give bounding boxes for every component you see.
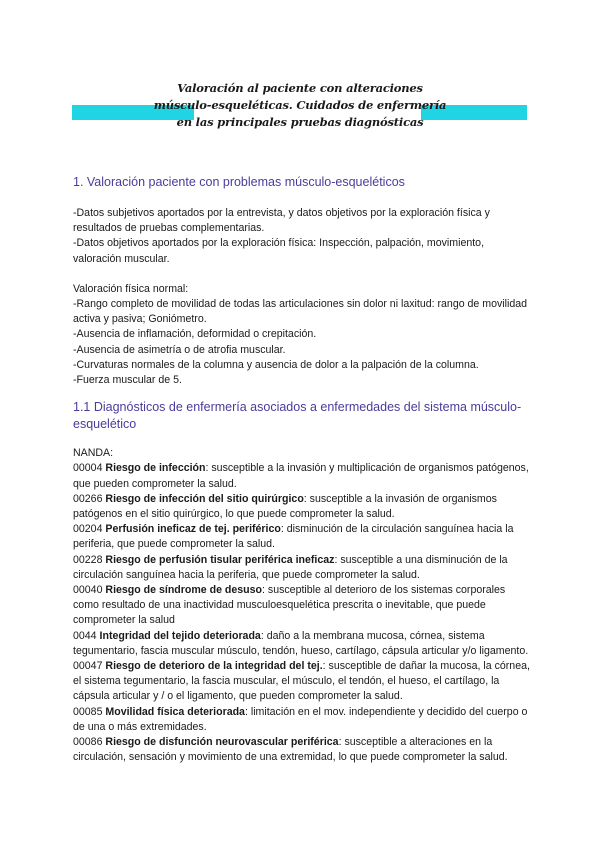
diagnosis-description: : susceptible a alteraciones en la circulación, sensación y movimiento de una extremidad, lo que puede comprometer la salud.	[73, 736, 508, 764]
diagnosis-name: Riesgo de perfusión tisular periférica ineficaz	[105, 553, 335, 566]
title-line: músculo-esqueléticas. Cuidados de enfermería	[153, 98, 447, 112]
diagnosis-code: 00040	[73, 584, 103, 597]
diagnosis-item	[73, 583, 533, 629]
diagnosis-code: 00004	[73, 462, 103, 475]
list-item: -Ausencia de asimetría o de atrofia muscular.	[73, 343, 286, 356]
diagnosis-name: Riesgo de disfunción neurovascular periférica	[105, 736, 339, 749]
diagnosis-name: Movilidad física deteriorada	[105, 705, 245, 718]
nanda-label: NANDA:	[73, 447, 114, 460]
title-line: Valoración al paciente con alteraciones	[177, 81, 423, 95]
paragraph: -Datos objetivos aportados por la exploración física: Inspección, palpación, movimiento, valoración muscular.	[73, 237, 485, 265]
list-item: -Curvaturas normales de la columna y ausencia de dolor a la palpación de la columna.	[73, 358, 479, 371]
title-line: en las principales pruebas diagnósticas	[176, 115, 424, 129]
diagnosis-description: : disminución de la circulación sanguínea hacia la periferia, que puede comprometer la salud.	[73, 523, 514, 551]
document-title	[150, 80, 450, 131]
document-header	[0, 78, 600, 138]
list-item: -Fuerza muscular de 5.	[73, 374, 182, 387]
diagnosis-code: 00266	[73, 492, 103, 505]
diagnosis-description: : daño a la membrana mucosa, córnea, sistema tegumentario, fascia muscular músculo, tendón, hueso, cartílago, cápsula articular y/o ligamento.	[73, 629, 529, 657]
diagnosis-name: Integridad del tejido deteriorada	[99, 629, 261, 642]
diagnosis-code: 00228	[73, 553, 103, 566]
list-item: -Rango completo de movilidad de todas las articulaciones sin dolor ni laxitud: rango de movilidad activa y pasiva; Goniómetro.	[73, 298, 528, 326]
diagnosis-description: : susceptible de dañar la mucosa, la córnea, el sistema tegumentario, la fascia muscular, el músculo, el tendón, el hueso, el cartílago, la cápsula articular y / o el ligamento, que pueden comprometer la salud.	[73, 660, 530, 703]
diagnosis-code: 00086	[73, 736, 103, 749]
paragraph-title: Valoración física normal:	[73, 282, 189, 295]
diagnosis-name: Riesgo de deterioro de la integridad del tej.	[105, 660, 323, 673]
diagnosis-list	[73, 461, 533, 765]
list-item: -Ausencia de inflamación, deformidad o crepitación.	[73, 328, 317, 341]
subsection-heading: 1.1 Diagnósticos de enfermería asociados a enfermedades del sistema músculo-esquelético	[73, 400, 522, 432]
diagnosis-description: : susceptible a una disminución de la circulación sanguínea hacia la periferia, que puede comprometer la salud.	[73, 553, 508, 581]
diagnosis-name: Riesgo de infección	[105, 462, 206, 475]
diagnosis-name: Perfusión ineficaz de tej. periférico	[105, 523, 281, 536]
section-heading: 1. Valoración paciente con problemas músculo-esqueléticos	[73, 175, 405, 189]
diagnosis-description: : susceptible a la invasión de organismos patógenos en el sitio quirúrgico, lo que puede comprometer la salud.	[73, 492, 497, 521]
diagnosis-code: 00085	[73, 705, 103, 718]
diagnosis-item	[73, 522, 533, 552]
paragraph: -Datos subjetivos aportados por la entrevista, y datos objetivos por la exploración física y resultados de pruebas complementarias.	[73, 207, 490, 235]
diagnosis-item	[73, 492, 533, 522]
diagnosis-item	[73, 705, 533, 735]
diagnosis-code: 00047	[73, 660, 103, 673]
diagnosis-item	[73, 553, 533, 583]
diagnosis-item	[73, 461, 533, 491]
diagnosis-name: Riesgo de síndrome de desuso	[105, 584, 263, 597]
diagnosis-description: : limitación en el mov. independiente y decidido del cuerpo o de una o más extremidades.	[73, 705, 528, 733]
diagnosis-code: 00204	[73, 523, 103, 536]
diagnosis-name: Riesgo de infección del sitio quirúrgico	[105, 492, 304, 505]
diagnosis-code: 0044	[73, 629, 97, 642]
diagnosis-item	[73, 629, 533, 659]
diagnosis-item	[73, 735, 533, 765]
diagnosis-description: : susceptible al deterioro de los sistemas corporales como resultado de una inactividad musculoesquelética prescrita o inevitable, que puede comprometer la salud	[73, 584, 506, 627]
diagnosis-item	[73, 659, 533, 705]
diagnosis-description: : susceptible a la invasión y multiplicación de organismos patógenos, que pueden comprometer la salud.	[73, 462, 529, 490]
document-body	[73, 174, 533, 766]
